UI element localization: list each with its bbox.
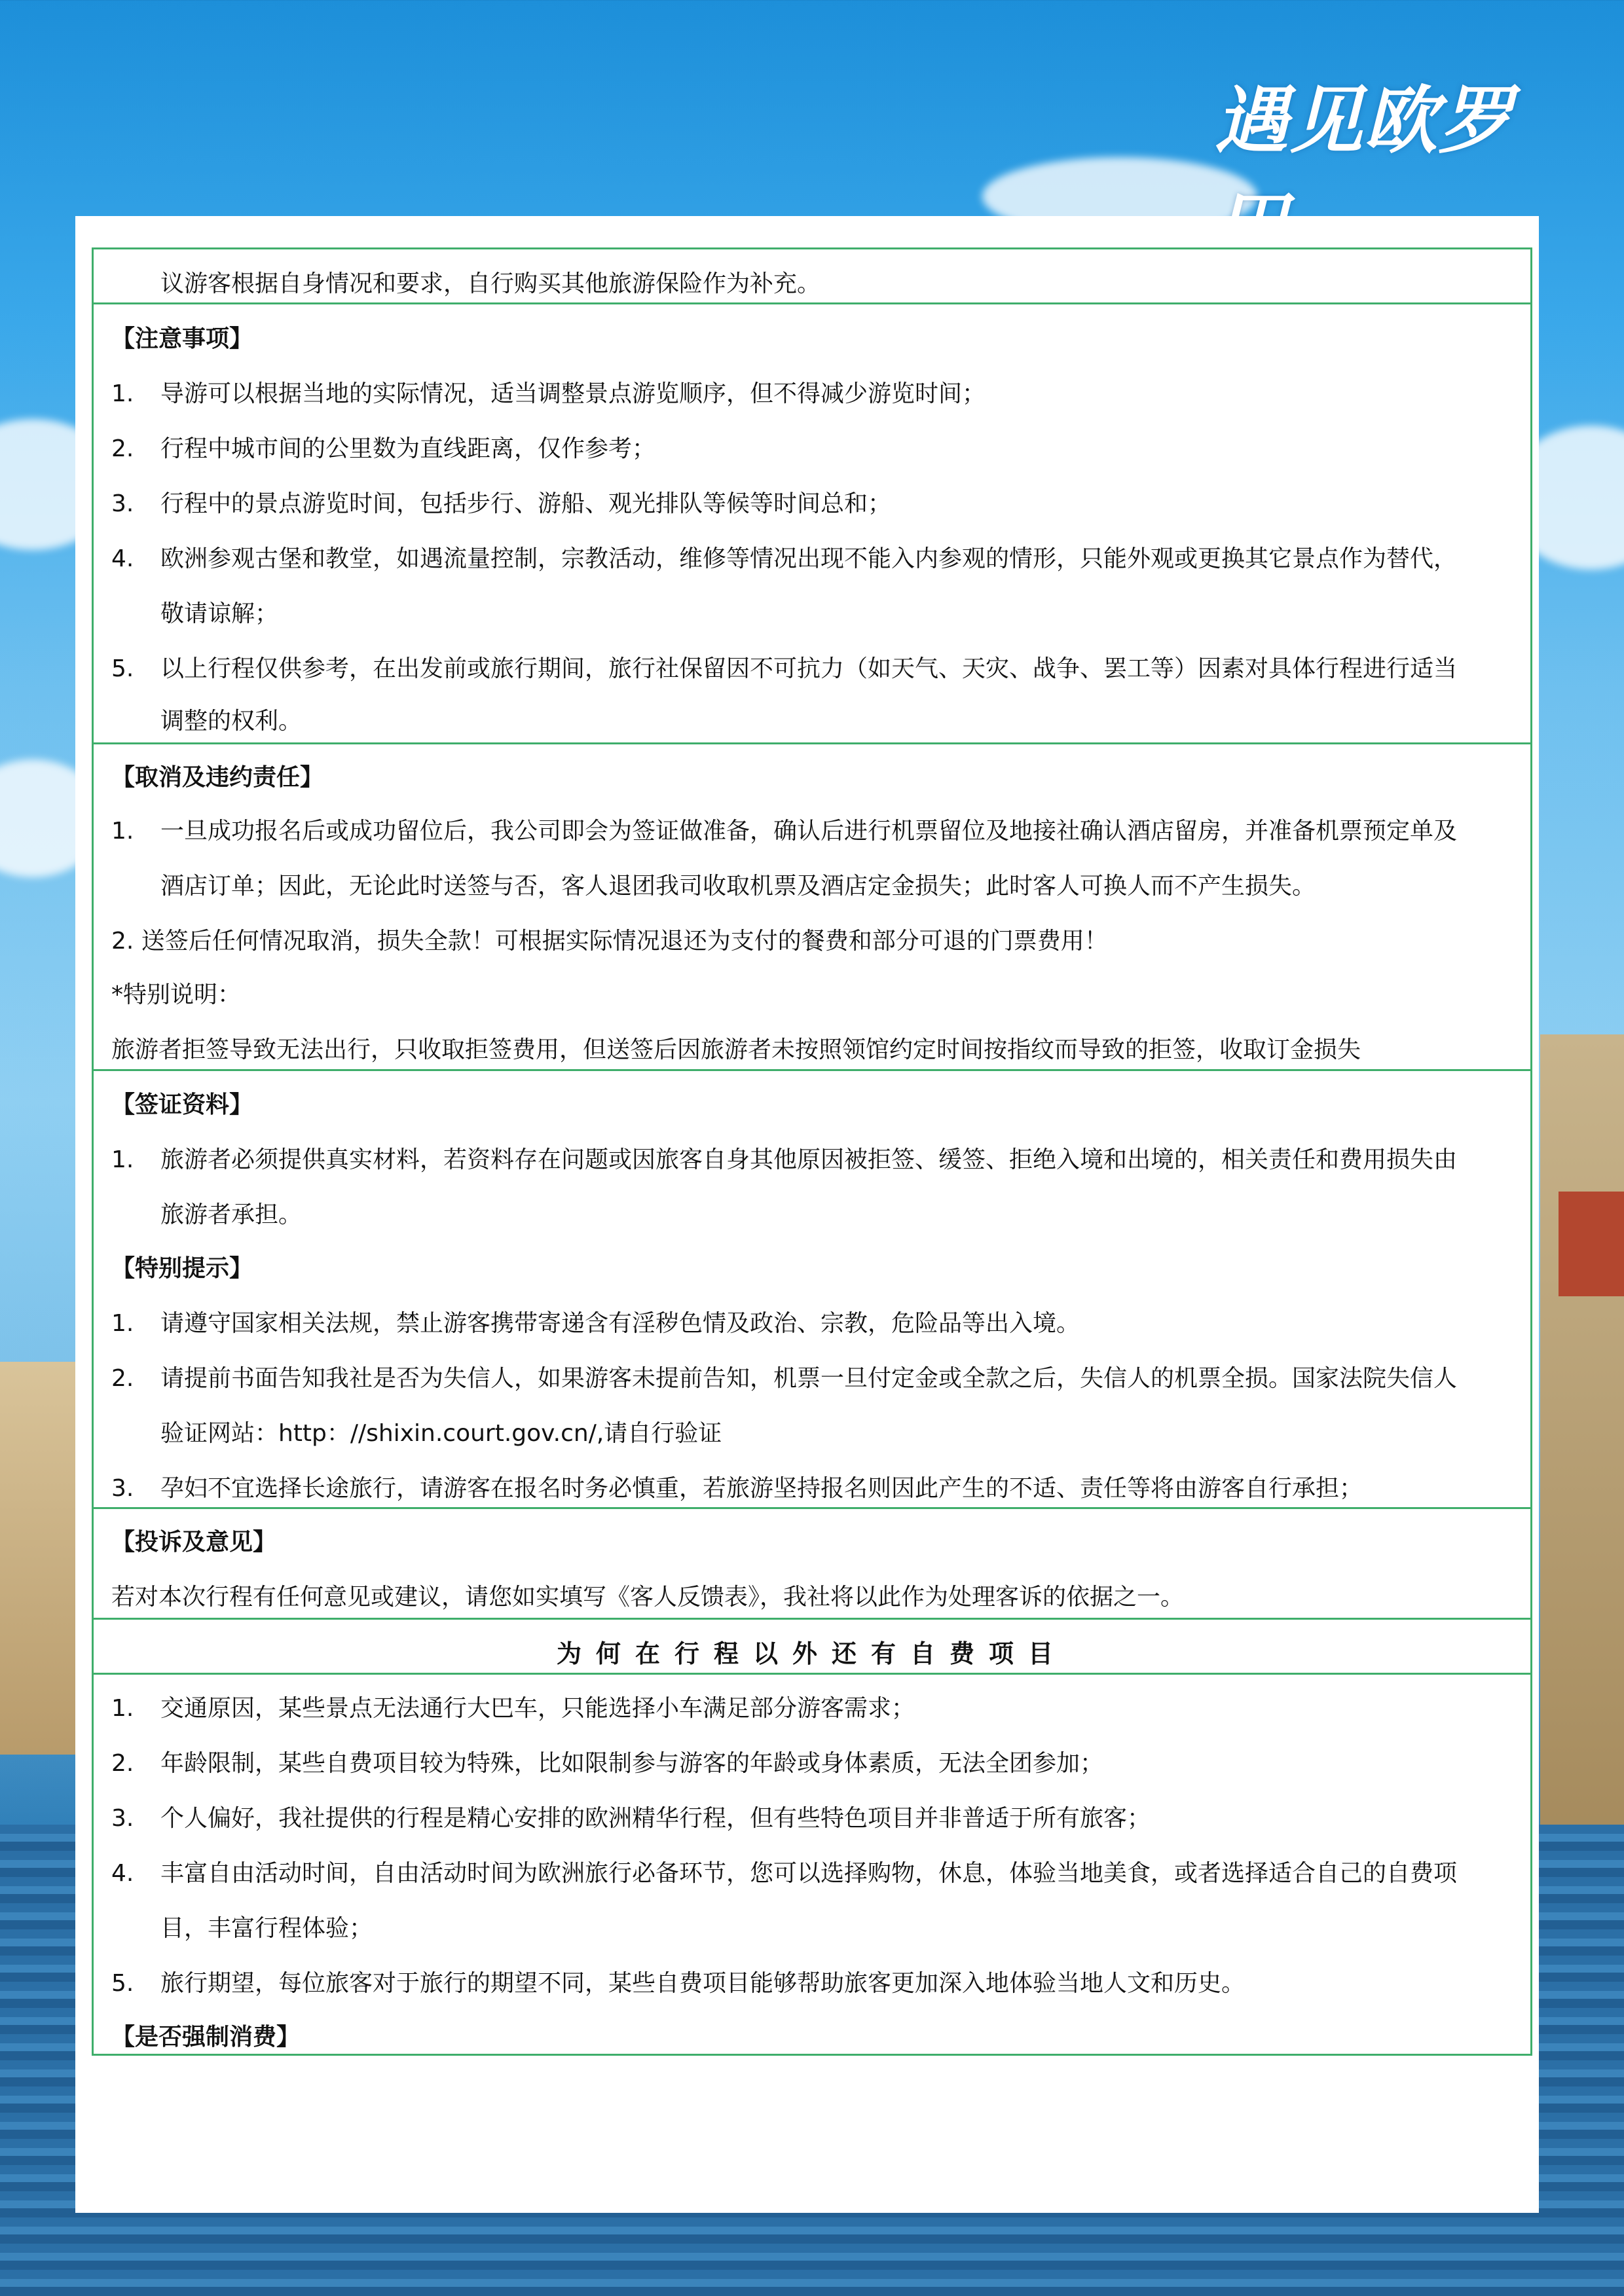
list-number: 5. <box>111 1970 134 1997</box>
list-item-continuation: 调整的权利。 <box>160 708 303 735</box>
list-item: 年龄限制，某些自费项目较为特殊，比如限制参与游客的年龄或身体素质，无法全团参加； <box>160 1750 1104 1777</box>
section-heading-notes: 【注意事项】 <box>111 325 253 352</box>
list-item: 旅游者必须提供真实材料，若资料存在问题或因旅客自身其他原因被拒签、缓签、拒绝入境和出境的，相关责任和费用损失由 <box>160 1146 1458 1173</box>
optional-items-title: 为何在行程以外还有自费项目 <box>556 1639 1067 1668</box>
list-number: 5. <box>111 655 134 682</box>
section-heading-visa: 【签证资料】 <box>111 1091 253 1118</box>
right-tower <box>1540 1034 1624 1853</box>
list-number: 2. <box>111 1365 134 1392</box>
special-note-text: 旅游者拒签导致无法出行，只收取拒签费用，但送签后因旅游者未按照领馆约定时间按指纹而导致的拒签，收取订金损失 <box>111 1036 1361 1063</box>
section-heading-complaint: 【投诉及意见】 <box>111 1529 277 1556</box>
special-note-label: *特别说明： <box>111 981 242 1008</box>
list-item: 交通原因，某些景点无法通行大巴车，只能选择小车满足部分游客需求； <box>160 1695 915 1722</box>
list-number: 3. <box>111 1475 134 1502</box>
list-item: 一旦成功报名后或成功留位后，我公司即会为签证做准备，确认后进行机票留位及地接社确认酒店留房，并准备机票预定单及 <box>160 818 1458 845</box>
section-divider <box>92 742 1532 744</box>
list-item: 导游可以根据当地的实际情况，适当调整景点游览顺序，但不得减少游览时间； <box>160 380 986 407</box>
list-item-continuation: 旅游者承担。 <box>160 1201 303 1228</box>
intro-text: 议游客根据自身情况和要求，自行购买其他旅游保险作为补充。 <box>160 270 821 297</box>
list-number: 1. <box>111 1310 134 1337</box>
list-item: 个人偏好，我社提供的行程是精心安排的欧洲精华行程，但有些特色项目并非普适于所有旅客； <box>160 1805 1151 1832</box>
list-number: 1. <box>111 1695 134 1722</box>
list-item: 旅行期望，每位旅客对于旅行的期望不同，某些自费项目能够帮助旅客更加深入地体验当地人文和历史。 <box>160 1970 1246 1997</box>
complaint-text: 若对本次行程有任何意见或建议，请您如实填写《客人反馈表》，我社将以此作为处理客诉的依据之一。 <box>111 1584 1185 1611</box>
list-item-continuation: 酒店订单；因此，无论此时送签与否，客人退团我司收取机票及酒店定金损失；此时客人可换人而不产生损失。 <box>160 873 1316 900</box>
list-number: 1. <box>111 818 134 845</box>
list-number: 4. <box>111 1860 134 1887</box>
list-item: 行程中城市间的公里数为直线距离，仅作参考； <box>160 435 656 462</box>
list-item-continuation: 敬请谅解； <box>160 600 279 627</box>
list-item: 请提前书面告知我社是否为失信人，如果游客未提前告知，机票一旦付定金或全款之后，失信人的机票全损。国家法院失信人 <box>160 1365 1458 1392</box>
list-number: 1. <box>111 1146 134 1173</box>
list-number: 2. <box>111 1750 134 1777</box>
list-number: 1. <box>111 380 134 407</box>
section-heading-tips: 【特别提示】 <box>111 1255 253 1282</box>
list-number: 3. <box>111 490 134 517</box>
list-item: 以上行程仅供参考，在出发前或旅行期间，旅行社保留因不可抗力（如天气、天灾、战争、罢工等）因素对具体行程进行适当 <box>160 655 1458 682</box>
list-item: 2. 送签后任何情况取消，损失全款！可根据实际情况退还为支付的餐费和部分可退的门票费用！ <box>111 928 1108 955</box>
section-heading-mandatory: 【是否强制消费】 <box>111 2024 301 2050</box>
list-number: 2. <box>111 435 134 462</box>
list-number: 3. <box>111 1805 134 1832</box>
list-item: 请遵守国家相关法规，禁止游客携带寄递含有淫秽色情及政治、宗教，危险品等出入境。 <box>160 1310 1080 1337</box>
left-building <box>0 1362 75 1755</box>
list-item: 丰富自由活动时间，自由活动时间为欧洲旅行必备环节，您可以选择购物，休息，体验当地美食，或者选择适合自己的自费项 <box>160 1860 1458 1887</box>
list-item-continuation: 验证网站：http：//shixin.court.gov.cn/,请自行验证 <box>160 1420 722 1447</box>
list-item: 孕妇不宜选择长途旅行，请游客在报名时务必慎重，若旅游坚持报名则因此产生的不适、责任等将由游客自行承担； <box>160 1475 1363 1502</box>
brand-logo: 遇见欧罗 <box>1215 78 1513 164</box>
list-item: 欧洲参观古堡和教堂，如遇流量控制，宗教活动，维修等情况出现不能入内参观的情形，只能外观或更换其它景点作为替代， <box>160 545 1458 572</box>
section-heading-cancel: 【取消及违约责任】 <box>111 764 324 791</box>
list-number: 4. <box>111 545 134 572</box>
list-item-continuation: 目，丰富行程体验； <box>160 1915 373 1942</box>
right-roof <box>1559 1192 1624 1296</box>
list-item: 行程中的景点游览时间，包括步行、游船、观光排队等候等时间总和； <box>160 490 892 517</box>
